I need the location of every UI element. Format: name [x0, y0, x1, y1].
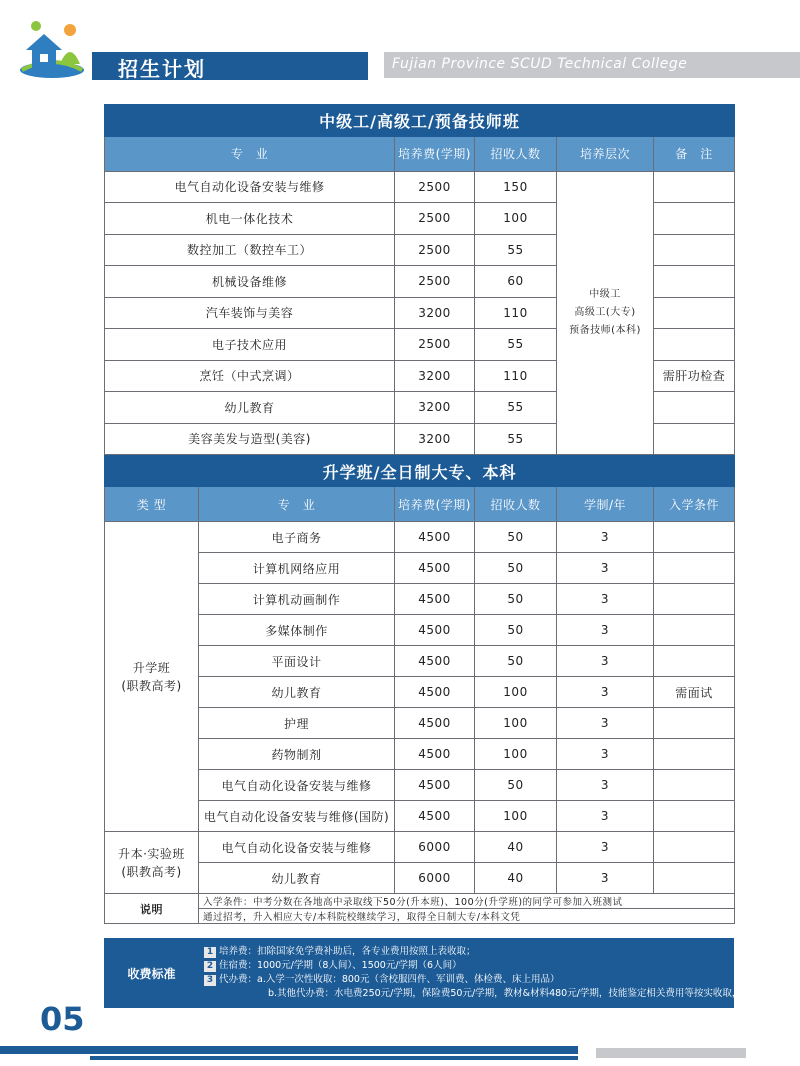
years-cell: 3 [557, 770, 654, 801]
header-title-bar [92, 52, 368, 80]
major-cell: 机械设备维修 [105, 266, 395, 298]
fee-cell: 4500 [395, 739, 475, 770]
fee-cell: 4500 [395, 584, 475, 615]
table-row [105, 171, 735, 203]
table-row [105, 739, 735, 770]
years-cell: 3 [557, 615, 654, 646]
remark-cell [654, 297, 735, 329]
college-name: Fujian Province SCUD Technical College [392, 56, 688, 72]
group-line: 升本·实验班 [118, 846, 185, 861]
school-logo [14, 14, 90, 84]
count-cell: 50 [475, 584, 557, 615]
fee-standards [104, 938, 780, 1008]
major-cell: 幼儿教育 [199, 677, 395, 708]
major-cell: 电气自动化设备安装与维修(国防) [199, 801, 395, 832]
condition-cell [654, 801, 735, 832]
group-line: (职教高考) [121, 678, 182, 693]
remark-cell [654, 329, 735, 361]
years-cell: 3 [557, 646, 654, 677]
major-cell: 电气自动化设备安装与维修 [105, 171, 395, 203]
years-cell: 3 [557, 863, 654, 894]
page-title: 招生计划 [118, 57, 206, 81]
group-line: (职教高考) [121, 864, 182, 879]
fee-cell: 4500 [395, 553, 475, 584]
page-number: 05 [40, 1000, 85, 1038]
table-row [105, 677, 735, 708]
fee-cell: 6000 [395, 832, 475, 863]
count-cell: 50 [475, 615, 557, 646]
footer-bar [0, 1046, 578, 1054]
count-cell: 100 [475, 739, 557, 770]
major-cell: 平面设计 [199, 646, 395, 677]
years-cell: 3 [557, 739, 654, 770]
table-row [105, 584, 735, 615]
table2-header-fee: 培养费(学期) [395, 487, 475, 522]
condition-cell [654, 832, 735, 863]
table1-header-fee: 培养费(学期) [395, 136, 475, 171]
major-cell: 电子技术应用 [105, 329, 395, 361]
count-cell: 100 [475, 677, 557, 708]
table-further-study [104, 455, 735, 924]
remark-cell [654, 171, 735, 203]
major-cell: 烹饪（中式烹调） [105, 360, 395, 392]
count-cell: 55 [475, 329, 557, 361]
count-cell: 110 [475, 360, 557, 392]
fee-cell: 6000 [395, 863, 475, 894]
condition-cell [654, 646, 735, 677]
condition-cell: 需面试 [654, 677, 735, 708]
count-cell: 60 [475, 266, 557, 298]
major-cell: 药物制剂 [199, 739, 395, 770]
level-line: 预备技师(本科) [569, 324, 641, 336]
fee-cell: 4500 [395, 522, 475, 553]
level-line: 中级工 [589, 288, 621, 300]
fee-cell: 4500 [395, 708, 475, 739]
fee-number-badge: 3 [204, 975, 216, 986]
major-cell: 计算机动画制作 [199, 584, 395, 615]
remark-cell [654, 203, 735, 235]
count-cell: 50 [475, 553, 557, 584]
fee-number-badge: 2 [204, 961, 216, 972]
fee-item [204, 945, 779, 959]
count-cell: 40 [475, 832, 557, 863]
table1-header-level: 培养层次 [557, 136, 654, 171]
table-row [105, 770, 735, 801]
years-cell: 3 [557, 832, 654, 863]
fee-cell: 3200 [395, 392, 475, 424]
fee-item [204, 959, 779, 973]
count-cell: 100 [475, 203, 557, 235]
years-cell: 3 [557, 708, 654, 739]
count-cell: 50 [475, 522, 557, 553]
group-cell-bachelor [105, 832, 199, 894]
condition-cell [654, 584, 735, 615]
remark-cell [654, 423, 735, 455]
count-cell: 50 [475, 646, 557, 677]
table-row [105, 708, 735, 739]
table-row [105, 646, 735, 677]
condition-cell [654, 553, 735, 584]
count-cell: 100 [475, 801, 557, 832]
fee-cell: 3200 [395, 360, 475, 392]
major-cell: 电气自动化设备安装与维修 [199, 770, 395, 801]
major-cell: 计算机网络应用 [199, 553, 395, 584]
condition-cell [654, 708, 735, 739]
condition-cell [654, 739, 735, 770]
fee-label: 收费标准 [127, 966, 176, 981]
count-cell: 50 [475, 770, 557, 801]
fee-cell: 3200 [395, 297, 475, 329]
remark-cell [654, 392, 735, 424]
footer-bar-thin [90, 1056, 578, 1060]
major-cell: 汽车装饰与美容 [105, 297, 395, 329]
years-cell: 3 [557, 584, 654, 615]
table1-title: 中级工/高级工/预备技师班 [105, 105, 735, 137]
remark-cell [654, 234, 735, 266]
table-row [105, 801, 735, 832]
notes-row [105, 894, 735, 909]
fee-item [204, 973, 779, 987]
count-cell: 55 [475, 423, 557, 455]
table-row [105, 832, 735, 863]
table2-header-years: 学制/年 [557, 487, 654, 522]
major-cell: 护理 [199, 708, 395, 739]
condition-cell [654, 522, 735, 553]
count-cell: 40 [475, 863, 557, 894]
table2-header-type: 类 型 [105, 487, 199, 522]
table1-header-remark: 备 注 [654, 136, 735, 171]
fee-cell: 4500 [395, 615, 475, 646]
fee-cell: 3200 [395, 423, 475, 455]
fee-text: 培养费：扣除国家免学费补助后，各专业费用按照上表收取； [219, 946, 476, 957]
notes-row [105, 909, 735, 924]
footer-gray-bar [596, 1048, 746, 1058]
fee-cell: 2500 [395, 171, 475, 203]
fee-cell: 4500 [395, 646, 475, 677]
fee-text: 住宿费：1000元/学期（8人间）、1500元/学期（6人间） [219, 960, 462, 971]
table-row [105, 863, 735, 894]
count-cell: 150 [475, 171, 557, 203]
fee-number-badge: 1 [204, 947, 216, 958]
level-line: 高级工(大专) [574, 306, 636, 318]
fee-cell: 4500 [395, 770, 475, 801]
count-cell: 55 [475, 392, 557, 424]
major-cell: 电气自动化设备安装与维修 [199, 832, 395, 863]
fee-cell: 4500 [395, 801, 475, 832]
major-cell: 幼儿教育 [199, 863, 395, 894]
notes-line: 通过招考，升入相应大专/本科院校继续学习，取得全日制大专/本科文凭 [199, 909, 735, 924]
major-cell: 电子商务 [199, 522, 395, 553]
major-cell: 多媒体制作 [199, 615, 395, 646]
level-cell [557, 171, 654, 455]
table1-header-row [105, 136, 735, 171]
table-skilled-worker [104, 104, 735, 455]
years-cell: 3 [557, 522, 654, 553]
table2-header-condition: 入学条件 [654, 487, 735, 522]
table2-title: 升学班/全日制大专、本科 [105, 456, 735, 487]
major-cell: 机电一体化技术 [105, 203, 395, 235]
table-row [105, 553, 735, 584]
remark-cell: 需肝功检查 [654, 360, 735, 392]
fee-lines [204, 945, 779, 1001]
table1-header-count: 招收人数 [475, 136, 557, 171]
fee-extra: b.其他代办费：水电费250元/学期，保险费50元/学期，教材&材料480元/学期，技能鉴定相关费用等按实收取，多退少补 [268, 988, 780, 999]
fee-cell: 2500 [395, 266, 475, 298]
count-cell: 110 [475, 297, 557, 329]
fee-cell: 2500 [395, 203, 475, 235]
fee-cell: 4500 [395, 677, 475, 708]
count-cell: 100 [475, 708, 557, 739]
major-cell: 美容美发与造型(美容) [105, 423, 395, 455]
remark-cell [654, 266, 735, 298]
years-cell: 3 [557, 553, 654, 584]
table2-header-major: 专 业 [199, 487, 395, 522]
table2-header-row [105, 487, 735, 522]
years-cell: 3 [557, 801, 654, 832]
major-cell: 幼儿教育 [105, 392, 395, 424]
table1-header-major: 专 业 [105, 136, 395, 171]
condition-cell [654, 770, 735, 801]
table-row [105, 615, 735, 646]
table-row [105, 522, 735, 553]
group-cell-upgrade [105, 522, 199, 832]
major-cell: 数控加工（数控车工） [105, 234, 395, 266]
fee-cell: 2500 [395, 234, 475, 266]
enrollment-tables [104, 104, 734, 924]
group-line: 升学班 [132, 660, 171, 675]
condition-cell [654, 863, 735, 894]
notes-label: 说明 [105, 894, 199, 924]
years-cell: 3 [557, 677, 654, 708]
header-subtitle-bar [384, 52, 800, 78]
notes-line: 入学条件：中考分数在各地高中录取线下50分(升本班)、100分(升学班)的同学可参加入班测试 [199, 894, 735, 909]
table2-header-count: 招收人数 [475, 487, 557, 522]
condition-cell [654, 615, 735, 646]
count-cell: 55 [475, 234, 557, 266]
fee-cell: 2500 [395, 329, 475, 361]
fee-text: 代办费：a.入学一次性收取：800元（含校服四件、军训费、体检费、床上用品） [219, 974, 560, 985]
